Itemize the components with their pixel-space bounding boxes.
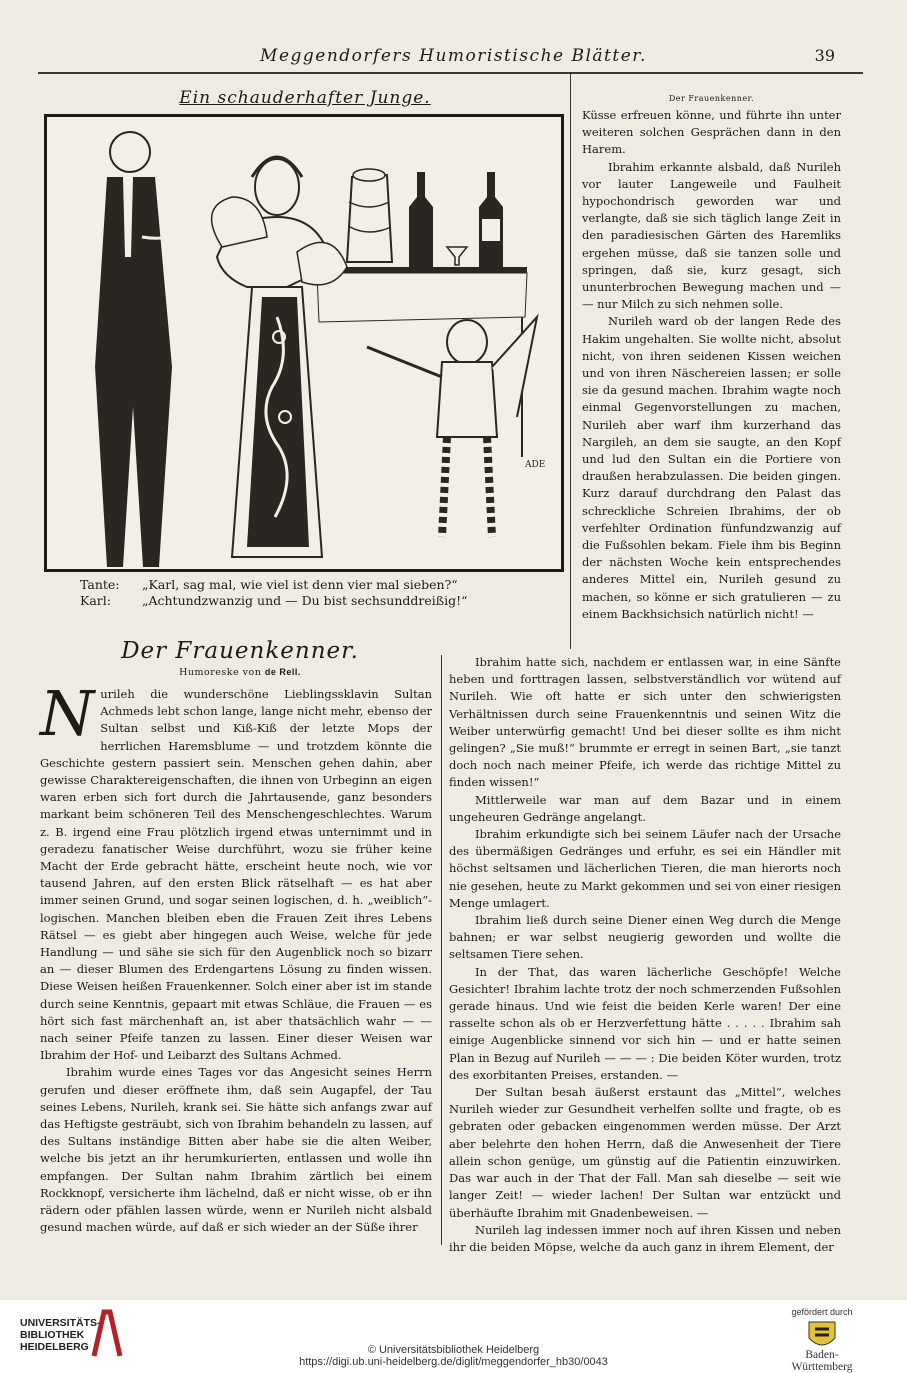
paragraph: Ibrahim erkannte alsbald, daß Nurileh vor lauter Langeweile und Faulheit hypochondrisch geworden war und verlangte, daß sie sich täglich lange Zeit in den paradiesischen Gärten des Haremliks ergehen müsse, daß sie tanzen solle und springen, daß sie, kurz gesagt, sich ununterbrochen Bewegung machen und — — nur Milch zu sich nehmen solle. [582,159,841,312]
text-column-right-top [582,94,841,623]
page-number: 39 [814,46,835,65]
story-title: Der Frauenkenner. [121,638,359,664]
permalink[interactable]: https://digi.ub.uni-heidelberg.de/diglit/meggendorfer_hb30/0043 [299,1356,608,1368]
tablecloth-shape [317,273,527,322]
caption-speaker: Tante: [80,577,120,592]
caption-text: „Karl, sag mal, wie viel ist denn vier mal sieben?“ [142,577,458,592]
funded-by-label: gefördert durch [791,1307,853,1317]
column-divider-top [570,74,571,649]
story-subtitle [40,667,440,678]
glass-shape [447,247,467,265]
drop-cap: N [40,677,95,750]
library-line: UNIVERSITÄTS- [20,1317,101,1329]
table-top-shape [317,267,527,273]
paragraph: Küsse erfreuen könne, und führte ihn unter weiteren solchen Gesprächen dann in den Harem. [582,108,841,157]
library-line: BIBLIOTHEK [20,1329,85,1341]
paragraph: Ibrahim wurde eines Tages vor das Angesicht seines Herrn gerufen und dieser eröffnete ihm, daß sein Augapfel, der Tau seines Lebens, Nurileh, krank sei. Sie hätte sich anfangs zwar auf das Heftigste gesträubt, sich von Ibrahim behandeln zu lassen, auf des Sultans inständige Bitten aber habe sie die alten Weiber, welche bis jetzt an ihr herumkurierten, entlassen und wolle ihn empfangen. Der Sultan nahm Ibrahim zärtlich bei einem Rockknopf, versicherte ihm lächelnd, daß er nicht wisse, ob er ihn rädern oder pfählen lassen würde, wenn er Nurileh nicht alsbald gesund machen würde, auf daß er sich wieder an der Süße ihrer [40,1065,432,1235]
paragraph-text: urileh die wunderschöne Lieblingssklavin Sultan Achmeds lebt schon lange, lange nicht mehr, ebenso der Sultan selbst und Kiß-Kiß der letzte Mops der herrlichen Haremsblume — und trotzdem könnte die Geschichte gestern passiert sein. Menschen gehen dahin, aber gewisse Charaktereigenschaften, die ihnen von Urbeginn an eigen waren erben sich fort durch die Jahrtausende, ganz besonders markant beim schöneren Teil des Menschengeschlechtes. Warum z. B. irgend eine Frau plötzlich irgend etwas unternimmt und in geradezu fanatischer Weise durchführt, wozu sie früher keine Macht der Erde gebracht hätte, erscheint heute noch, wie vor tausend Jahren, auf den ersten Blick rätselhaft — es hat aber immer seinen Grund, und sogar seinen logischen, d. h. „weiblich“-logischen. Manchen bleiben eben die Frauen Zeit ihres Lebens Rätsel — es giebt aber hingegen auch Weise, welche für jede Handlung — und sähe sie sich für den Augenblick noch so bizarr an — dieser Blumen des Erdengartens Lösung zu finden wissen. Diese Weisen heißen Frauenkenner. Solch einer aber ist im stande durch seine Kenntnis, gepaart mit etwas Schläue, die Frauen — es hört sich fast märchenhaft an, ist aber thatsächlich wahr — — nach seiner Pfeife tanzen zu lassen. Einer dieser Weisen war Ibrahim der Hof- und Leibarzt des Sultans Achmed. [40,687,432,1063]
boy-body [437,362,497,437]
caption-line [80,577,570,593]
boy-cloth [492,317,537,417]
journal-title: Meggendorfers Humoristische Blätter. [260,46,647,66]
paragraph: Der Sultan besah äußerst erstaunt das „Mittel“, welches Nurileh wieder zur Gesundheit verhelfen sollte und fragte, ob es gebraten oder gebacken eingenommen werden müsse. Der Arzt aber belehrte den hohen Herrn, daß die Anwesenheit der Tiere allein schon genüge, um günstig auf die Patientin einzuwirken. Das war auch in der That der Fall. Man sah dieselbe — seit wie langer Zeit! — wieder lachen! Der Sultan war entzückt und überhäufte Ibrahim mit Gnadenbeweisen. — [449,1085,841,1220]
uncle-head [110,132,150,172]
caption-speaker: Karl: [80,593,111,608]
artist-signature: ADE [525,460,546,470]
aunt-head [255,159,299,215]
copyright-text: © Universitätsbibliothek Heidelberg [367,1344,540,1356]
cake-shape [347,175,392,262]
paragraph: Ibrahim hatte sich, nachdem er entlassen war, in eine Sänfte heben und forttragen lassen, selbstverständlich vor wütend auf Nurileh. Wie oft hatte er sich unter den schwierigsten Verhältnissen durch seine Frauenkenntnis und seinen Witz die Weiber unterwürfig gemacht! Und bei dieser sollte es ihm nicht gelingen? „Sie muß!“ brummte er erregt in seinen Bart, „sie tanzt doch noch nach meiner Pfeife, ich werde das richtige Mittel zu finden wissen!“ [449,655,841,790]
caption-line [80,593,570,609]
paragraph [40,677,432,1064]
story-author: de Rell. [264,667,301,677]
header-rule [38,72,863,74]
paragraph: Mittlerweile war man auf dem Bazar und in einem ungeheuren Gedränge angelangt. [449,792,841,824]
paragraph: Ibrahim erkundigte sich bei seinem Läufer nach der Ursache des übermäßigen Gedränges und erfuhr, es sei ein Händler mit höchst seltsamen und lächerlichen Tieren, die man hierorts noch nie gesehen, heute zu Markt gekommen und sei von einer riesigen Menge umlagert. [449,827,841,910]
digitization-footer [0,1300,907,1373]
column-divider-bottom [441,655,442,1245]
uncle-suit [95,177,172,567]
boy-arm-pointing [367,347,442,377]
paragraph: In der That, das waren lächerliche Geschöpfe! Welche Gesichter! Ibrahim lachte trotz der noch schmerzenden Fußsohlen gerade hinaus. Und wie feist die beiden Kerle waren! Der eine rasselte schon als ob er Herzverfettung hätte . . . . . Ibrahim sah einige Augenblicke sinnend vor sich hin — und er hatte seinen Plan in Bezug auf Nurileh — — — : Die beiden Köter wurden, trotz des exorbitanten Preises, erstanden. — [449,964,841,1082]
bottle-left-shape [409,172,433,267]
cartoon-title: Ein schauderhafter Junge. [179,88,431,108]
paragraph: Nurileh ward ob der langen Rede des Hakim ungehalten. Sie wollte nicht, absolut nicht, von ihren seidenen Kissen weichen und von ihren Näschereien lassen; er solle sie da gesund machen. Ibrahim wagte noch einmal Gegenvorstellungen zu machen, Nurileh aber warf ihm kurzerhand das Nargileh, an dem sie saugte, an den Kopf und lud den Sultan ein die Portiere von draußen herabzulassen. Die beiden gingen. Kurz darauf durchdrang den Palast das schreckliche Schreien Ibrahims, der ob verfehlter Ordination fünfundzwanzig auf die Fußsohlen bekam. Fiele ihm bis Beginn der nächsten Woche kein entsprechendes anderes Mittel ein, Nurileh gesund zu machen, so könne er sich gratulieren — zu einem Backhsichsich natürlich nicht! — [582,314,841,621]
cartoon-caption [80,577,570,609]
cartoon-illustration [44,114,564,572]
cake-top [353,169,385,181]
paragraph: Nurileh lag indessen immer noch auf ihren Kissen und neben ihr die beiden Möpse, welche da auch ganz in ihrem Element, der [449,1222,841,1254]
boy-head [447,320,487,364]
state-crest-icon [807,1320,837,1352]
library-line: HEIDELBERG [20,1341,89,1353]
column-running-head: Der Frauenkenner. [668,94,755,103]
story-genre: Humoreske von [179,667,262,678]
caption-text: „Achtundzwanzig und — Du bist sechsunddreißig!“ [142,593,468,608]
text-column-right-bottom [449,654,841,1256]
boy-legs [442,437,492,537]
state-name: Baden-Württemberg [791,1349,853,1373]
cartoon-drawing [47,117,561,569]
paragraph: Ibrahim ließ durch seine Diener einen Weg durch die Menge bahnen; er war selbst neugierig geworden und wollte die seltsamen Tiere sehen. [449,913,841,962]
running-head [0,46,907,70]
bottle-label [482,219,500,241]
text-column-left [40,677,432,1237]
funding-note [777,1307,867,1373]
copyright-block [0,1344,907,1368]
